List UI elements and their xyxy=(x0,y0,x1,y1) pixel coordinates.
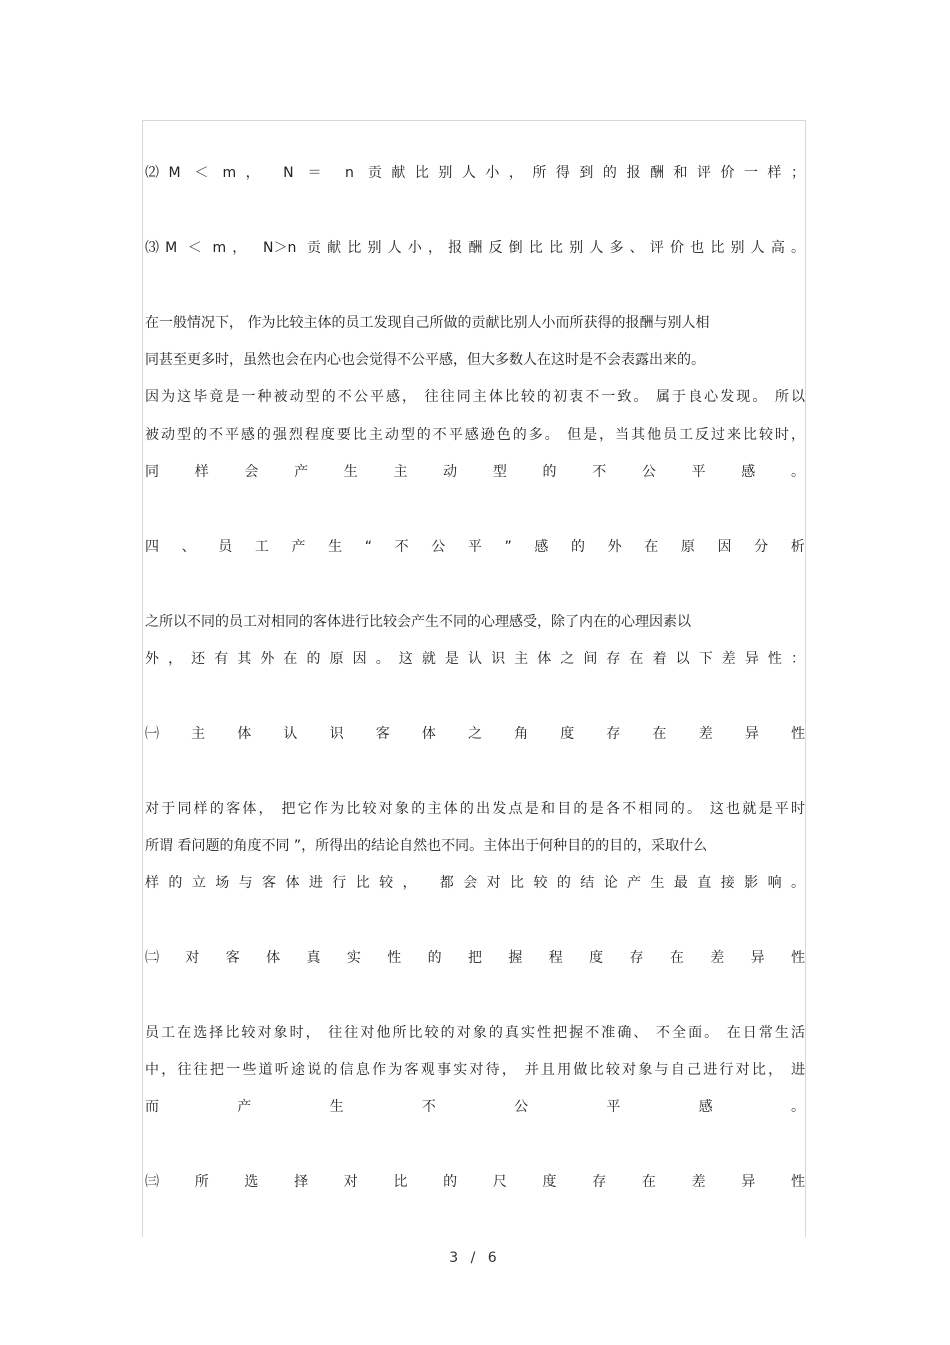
text-line: ⑶M ＜ m， N＞n 贡献比别人小，报酬反倒比比别人多、评价也比别人高。 xyxy=(145,240,805,256)
text-line: ㈠ 主 体 认 识 客 体 之 角 度 存 在 差 异 性 xyxy=(145,726,805,742)
text-line: 员工在选择比较对象时， 往往对他所比较的对象的真实性把握不准确、 不全面。 在日常生活 xyxy=(145,1025,805,1041)
text-line: ⑵M ＜ m， N ＝ n 贡献比别人小，所得到的报酬和评价一样； xyxy=(145,165,805,181)
text-line: 四 、 员 工 产 生 “ 不 公 平 ” 感 的 外 在 原 因 分 析 xyxy=(145,539,805,555)
text-line: 样的立场与客体进行比较， 都会对比较的结论产生最直接影响。 xyxy=(145,875,805,891)
text-line: ㈢ 所 选 择 对 比 的 尺 度 存 在 差 异 性 xyxy=(145,1174,805,1190)
text-line: 之所以不同的员工对相同的客体进行比较会产生不同的心理感受，除了内在的心理因素以 xyxy=(145,614,691,630)
text-line: 在一般情况下， 作为比较主体的员工发现自己所做的贡献比别人小而所获得的报酬与别人相 xyxy=(145,315,710,331)
text-line: 因为这毕竟是一种被动型的不公平感， 往往同主体比较的初衷不一致。 属于良心发现。 所以 xyxy=(145,389,805,405)
text-line: 所谓 看问题的角度不同 ”，所得出的结论自然也不同。主体出于何种目的的目的，采取什么 xyxy=(145,838,708,854)
text-line: 中，往往把一些道听途说的信息作为客观事实对待， 并且用做比较对象与自己进行对比， 进 xyxy=(145,1062,805,1078)
page-number: 3 / 6 xyxy=(449,1250,501,1266)
text-line: 同 样 会 产 生 主 动 型 的 不 公 平 感 。 xyxy=(145,464,805,480)
text-line: 而 产 生 不 公 平 感 。 xyxy=(145,1099,805,1115)
text-line: 同甚至更多时，虽然也会在内心也会觉得不公平感，但大多数人在这时是不会表露出来的。 xyxy=(145,352,705,368)
text-line: ㈡ 对 客 体 真 实 性 的 把 握 程 度 存 在 差 异 性 xyxy=(145,950,805,966)
text-line: 对于同样的客体， 把它作为比较对象的主体的出发点是和目的是各不相同的。 这也就是平时 xyxy=(145,801,805,817)
text-line: 外，还有其外在的原因。这就是认识主体之间存在着以下差异性： xyxy=(145,651,805,667)
text-line: 被动型的不平感的强烈程度要比主动型的不平感逊色的多。 但是，当其他员工反过来比较时， xyxy=(145,427,805,443)
